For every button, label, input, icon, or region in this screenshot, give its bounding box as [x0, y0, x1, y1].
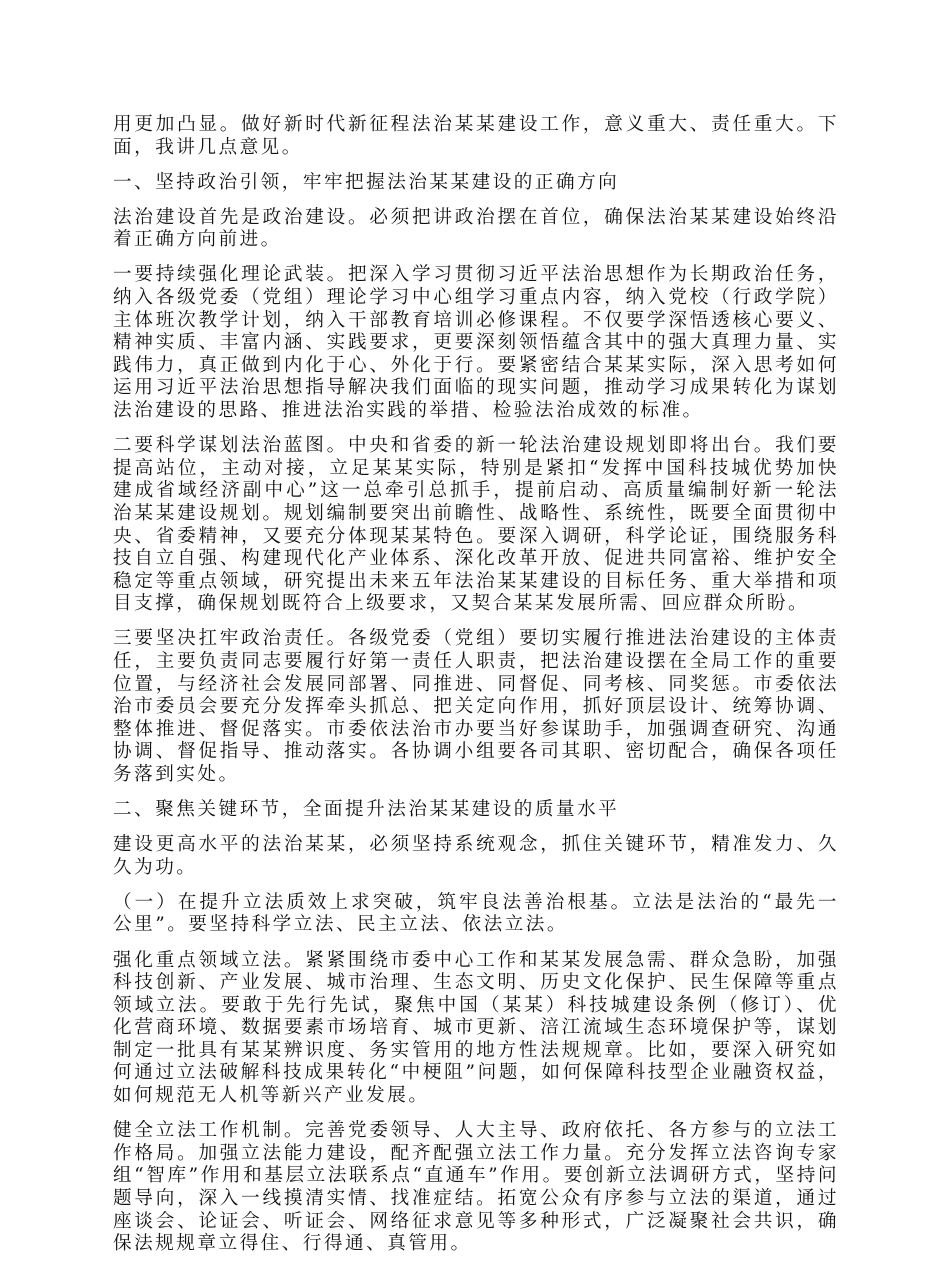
- section-heading-2: 二、聚焦关键环节，全面提升法治某某建设的质量水平: [113, 799, 620, 821]
- paragraph-intro-closing: 用更加凸显。做好新时代新征程法治某某建设工作，意义重大、责任重大。下面，我讲几点意见。: [113, 114, 839, 158]
- document-page: [113, 114, 839, 1268]
- section-heading-1: 一、坚持政治引领，牢牢把握法治某某建设的正确方向: [113, 171, 620, 193]
- paragraph-legislative-mechanism: 健全立法工作机制。完善党委领导、人大主导、政府依托、各方参与的立法工作格局。加强立法能力建设，配齐配强立法工作力量。充分发挥立法咨询专家组“智库”作用和基层立法联系点“直通车”作用。要创新立法调研方式，坚持问题导向，深入一线摸清实情、找准症结。拓宽公众有序参与立法的渠道，通过座谈会、论证会、听证会、网络征求意见等多种形式，广泛凝聚社会共识，确保法规规章立得住、行得通、真管用。: [113, 1120, 839, 1255]
- paragraph-rule-of-law-blueprint: 二要科学谋划法治蓝图。中央和省委的新一轮法治建设规划即将出台。我们要提高站位，主动对接，立足某某实际，特别是紧扣“发挥中国科技城优势加快建成省域经济副中心”这一总牵引总抓手，提前启动、高质量编制好新一轮法治某某建设规划。规划编制要突出前瞻性、战略性、系统性，既要全面贯彻中央、省委精神，又要充分体现某某特色。要深入调研，科学论证，围绕服务科技自立自强、构建现代化产业体系、深化改革开放、促进共同富裕、维护安全稳定等重点领域，研究提出未来五年法治某某建设的目标任务、重大举措和项目支撑，确保规划既符合上级要求，又契合某某发展所需、回应群众所盼。: [113, 435, 839, 615]
- paragraph-theory-armament: 一要持续强化理论武装。把深入学习贯彻习近平法治思想作为长期政治任务，纳入各级党委（党组）理论学习中心组学习重点内容，纳入党校（行政学院）主体班次教学计划，纳入干部教育培训必修课程。不仅要学深悟透核心要义、精神实质、丰富内涵、实践要求，更要深刻领悟蕴含其中的强大真理力量、实践伟力，真正做到内化于心、外化于行。要紧密结合某某实际，深入思考如何运用习近平法治思想指导解决我们面临的现实问题，推动学习成果转化为谋划法治建设的思路、推进法治实践的举措、检验法治成效的标准。: [113, 264, 839, 422]
- paragraph-key-area-legislation: 强化重点领域立法。紧紧围绕市委中心工作和某某发展急需、群众急盼，加强科技创新、产业发展、城市治理、生态文明、历史文化保护、民生保障等重点领域立法。要敢于先行先试，聚焦中国（某某）科技城建设条例（修订）、优化营商环境、数据要素市场培育、城市更新、涪江流域生态环境保护等，谋划制定一批具有某某辨识度、务实管用的地方性法规规章。比如，要深入研究如何通过立法破解科技成果转化“中梗阻”问题，如何保障科技型企业融资权益，如何规范无人机等新兴产业发展。: [113, 949, 839, 1107]
- paragraph-political-responsibility: 三要坚决扛牢政治责任。各级党委（党组）要切实履行推进法治建设的主体责任，主要负责同志要履行好第一责任人职责，把法治建设摆在全局工作的重要位置，与经济社会发展同部署、同推进、同督促、同考核、同奖惩。市委依法治市委员会要充分发挥牵头抓总、把关定向作用，抓好顶层设计、统筹协调、整体推进、督促落实。市委依法治市办要当好参谋助手，加强调查研究、沟通协调、督促指导、推动落实。各协调小组要各司其职、密切配合，确保各项任务落到实处。: [113, 628, 839, 785]
- paragraph-political-construction: 法治建设首先是政治建设。必须把讲政治摆在首位，确保法治某某建设始终沿着正确方向前进。: [113, 206, 839, 251]
- paragraph-legislation-quality: （一）在提升立法质效上求突破，筑牢良法善治根基。立法是法治的“最先一公里”。要坚持科学立法、民主立法、依法立法。: [113, 891, 839, 936]
- paragraph-key-links: 建设更高水平的法治某某，必须坚持系统观念，抓住关键环节，精准发力、久久为功。: [113, 834, 839, 878]
